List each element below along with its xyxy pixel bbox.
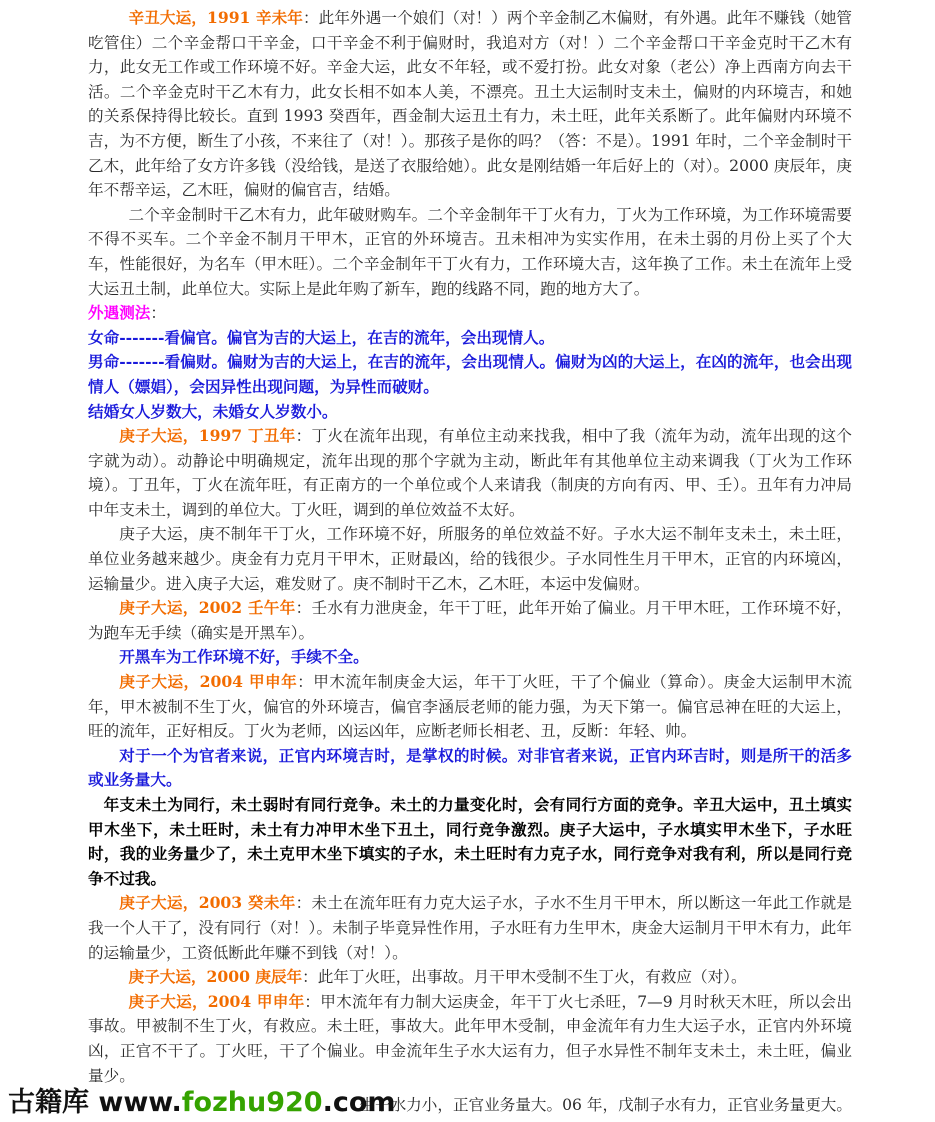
- paragraph-body: 二个辛金制时干乙木有力，此年破财购车。二个辛金制年干丁火有力，丁火为工作环境，为工作环境需要不得不买车。二个辛金不制月干甲木，正官的外环境吉。丑未相冲为实实作用，在未土弱的月份上买了个大车，性能很好，为名车（甲木旺）。二个辛金制年干丁火有力，工作环境大吉，这年换了工作。未土在流年上受大运丑土制，此单位大。实际上是此年购了新车，跑的线路不同，跑的地方大了。: [88, 205, 852, 298]
- section-heading: [88, 301, 852, 326]
- document-page: [88, 6, 852, 1088]
- watermark-prefix: www.: [98, 1087, 182, 1118]
- paragraph-gengzi: [88, 522, 852, 596]
- paragraph-peers: 年支未土为同行，未土弱时有同行竞争。未土的力量变化时，会有同行方面的竞争。辛丑大运中，丑土填实甲木坐下，未土旺时，未土有力冲甲木坐下丑土，同行竞争激烈。庚子大运中，子水填实甲木坐下，子水旺时，我的业务量少了，未土克甲木坐下填实的子水，未土旺时有力克子水，同行竞争对我有利，所以是同行竞争不过我。: [88, 795, 852, 888]
- watermark-name: 古籍库: [8, 1087, 89, 1118]
- paragraph-body: ：甲木流年有力制大运庚金，年干丁火七杀旺，7—9 月时秋天木旺，所以会出事故。甲被制不生丁火，有救应。未土旺，事故大。此年甲木受制，申金流年有力生大运子水，正官内外环境凶，正官不干了。丁火旺，干了个偏业。申金流年生子水大运有力，但子水异性不制年支未土，未土旺，偏业量少。: [88, 992, 852, 1085]
- rule-age: 结婚女人岁数大，未婚女人岁数小。: [88, 401, 338, 421]
- paragraph-1991: [88, 6, 852, 203]
- paragraph-body: ：丁火在流年出现，有单位主动来找我，相中了我（流年为动，流年出现的这个字就为动）。动静论中明确规定，流年出现的那个字就为主动，断此年有其他单位主动来调我（丁火为工作环境）。丁丑年，丁火在流年旺，有正南方的一个单位或个人来请我（制庚的方向有丙、甲、壬）。丑年有力冲局中年支未土，调到的单位大。丁火旺，调到的单位效益不太好。: [88, 427, 852, 519]
- paragraph-lead: 庚子大运，2000 庚辰年: [128, 967, 303, 987]
- heading-colon: ：: [150, 304, 166, 323]
- paragraph-body: ：此年外遇一个娘们（对！）两个辛金制乙木偏财，有外遇。此年不赚钱（她管吃管住）二个辛金帮口干辛金，口干辛金不利于偏财时，我追对方（对！）二个辛金帮口干辛金克时干乙木有力，此女无工作或工作环境不好。辛金大运，此女不年轻，或不爱打扮。此女对象（老公）净上西南方向去干活。二个辛金克时干乙木有力，此女长相不如本人美，不漂亮。丑土大运制时支未土，偏财的内环境吉，和她的关系保持得比较长。直到 1993 癸酉年，酉金制大运丑土有力，未土旺，此年关系断了。此年偏财内环境不吉，为不方便，断生了小孩，不来往了（对！）。那孩子是你的吗？（答：不是）。1991 年时，二个辛金制时干乙木，此年给了女方许多钱（没给钱，是送了衣服给她）。此女是刚结婚一年后好上的（对）。2000 庚辰年，庚年不帮辛运，乙木旺，偏财的偏官吉，结婚。: [88, 9, 852, 200]
- paragraph-1997: [88, 424, 852, 522]
- paragraph-2004b: [88, 990, 852, 1088]
- note-official: 对于一个为官者来说，正官内环境吉时，是掌权的时候。对非官者来说，正官内环吉时，则是所干的活多或业务量大。: [88, 745, 852, 790]
- paragraph-2004a: [88, 670, 852, 744]
- paragraph-lead: 庚子大运，2002 壬午年: [119, 598, 296, 618]
- paragraph-body: 庚子大运，庚不制年干丁火，工作环境不好，所服务的单位效益不好。子水大运不制年支未土，未土旺，单位业务越来越少。庚金有力克月干甲木，正财最凶，给的钱很少。子水同性生月干甲木，正官的内环境凶，运输量少。进入庚子大运，难发财了。庚不制时干乙木，乙木旺，本运中发偏财。: [88, 525, 852, 593]
- paragraph-lead: 庚子大运，2004 甲申年: [119, 672, 298, 692]
- paragraph-body: ：甲木流年制庚金大运，年干丁火旺，干了个偏业（算命）。庚金大运制甲木流年，甲木被制不生丁火，偏官的外环境吉，偏官李涵辰老师的能力强，为天下第一。偏官忌神在旺的大运上，旺的流年，正好相反。丁火为老师，凶运凶年，应断老师长相老、丑，反断：年轻、帅。: [88, 673, 852, 741]
- paragraph-lead: 辛丑大运，1991 辛未年: [128, 8, 303, 27]
- last-line-text: 生子水力小，正官业务量大。06 年，戊制子水有力，正官业务量更大。: [359, 1096, 852, 1114]
- paragraph-body: ：未土在流年旺有力克大运子水，子水不生月干甲木，所以断这一年此工作就是我一个人干了，没有同行（对！）。未制子毕竟异性作用，子水旺有力生甲木，庚金大运制月干甲木有力，此年的运输量少，工资低断此年赚不到钱（对！）。: [88, 894, 852, 962]
- paragraph-lead: 庚子大运，1997 丁丑年: [119, 426, 296, 446]
- paragraph-2000: [88, 965, 852, 990]
- watermark-domain: fozhu920: [181, 1087, 323, 1118]
- watermark-suffix: .com: [322, 1087, 396, 1118]
- paragraph-lead: 庚子大运，2004 甲申年: [128, 991, 305, 1011]
- paragraph-2003: [88, 891, 852, 965]
- heading-text: 外遇测法: [88, 303, 151, 323]
- paragraph-2002: [88, 596, 852, 645]
- paragraph-body: ：壬水有力泄庚金，年干丁旺，此年开始了偏业。月干甲木旺，工作环境不好，为跑车无手续（确实是开黑车）。: [88, 599, 852, 642]
- note-black-car: 开黑车为工作环境不好，手续不全。: [119, 647, 369, 667]
- watermark: [8, 1080, 396, 1119]
- rule-male: 男命-------看偏财。偏财为吉的大运上，在吉的流年，会出现情人。偏财为凶的大运上，在凶的流年，也会出现情人（嫖娼），会因异性出现问题，为异性而破财。: [88, 352, 852, 396]
- rule-female: 女命-------看偏官。偏官为吉的大运上，在吉的流年，会出现情人。: [88, 327, 555, 347]
- paragraph-car: [88, 203, 852, 301]
- paragraph-body: ：此年丁火旺，出事故。月干甲木受制不生丁火，有救应（对）。: [302, 968, 747, 987]
- paragraph-lead: 庚子大运，2003 癸未年: [119, 893, 296, 913]
